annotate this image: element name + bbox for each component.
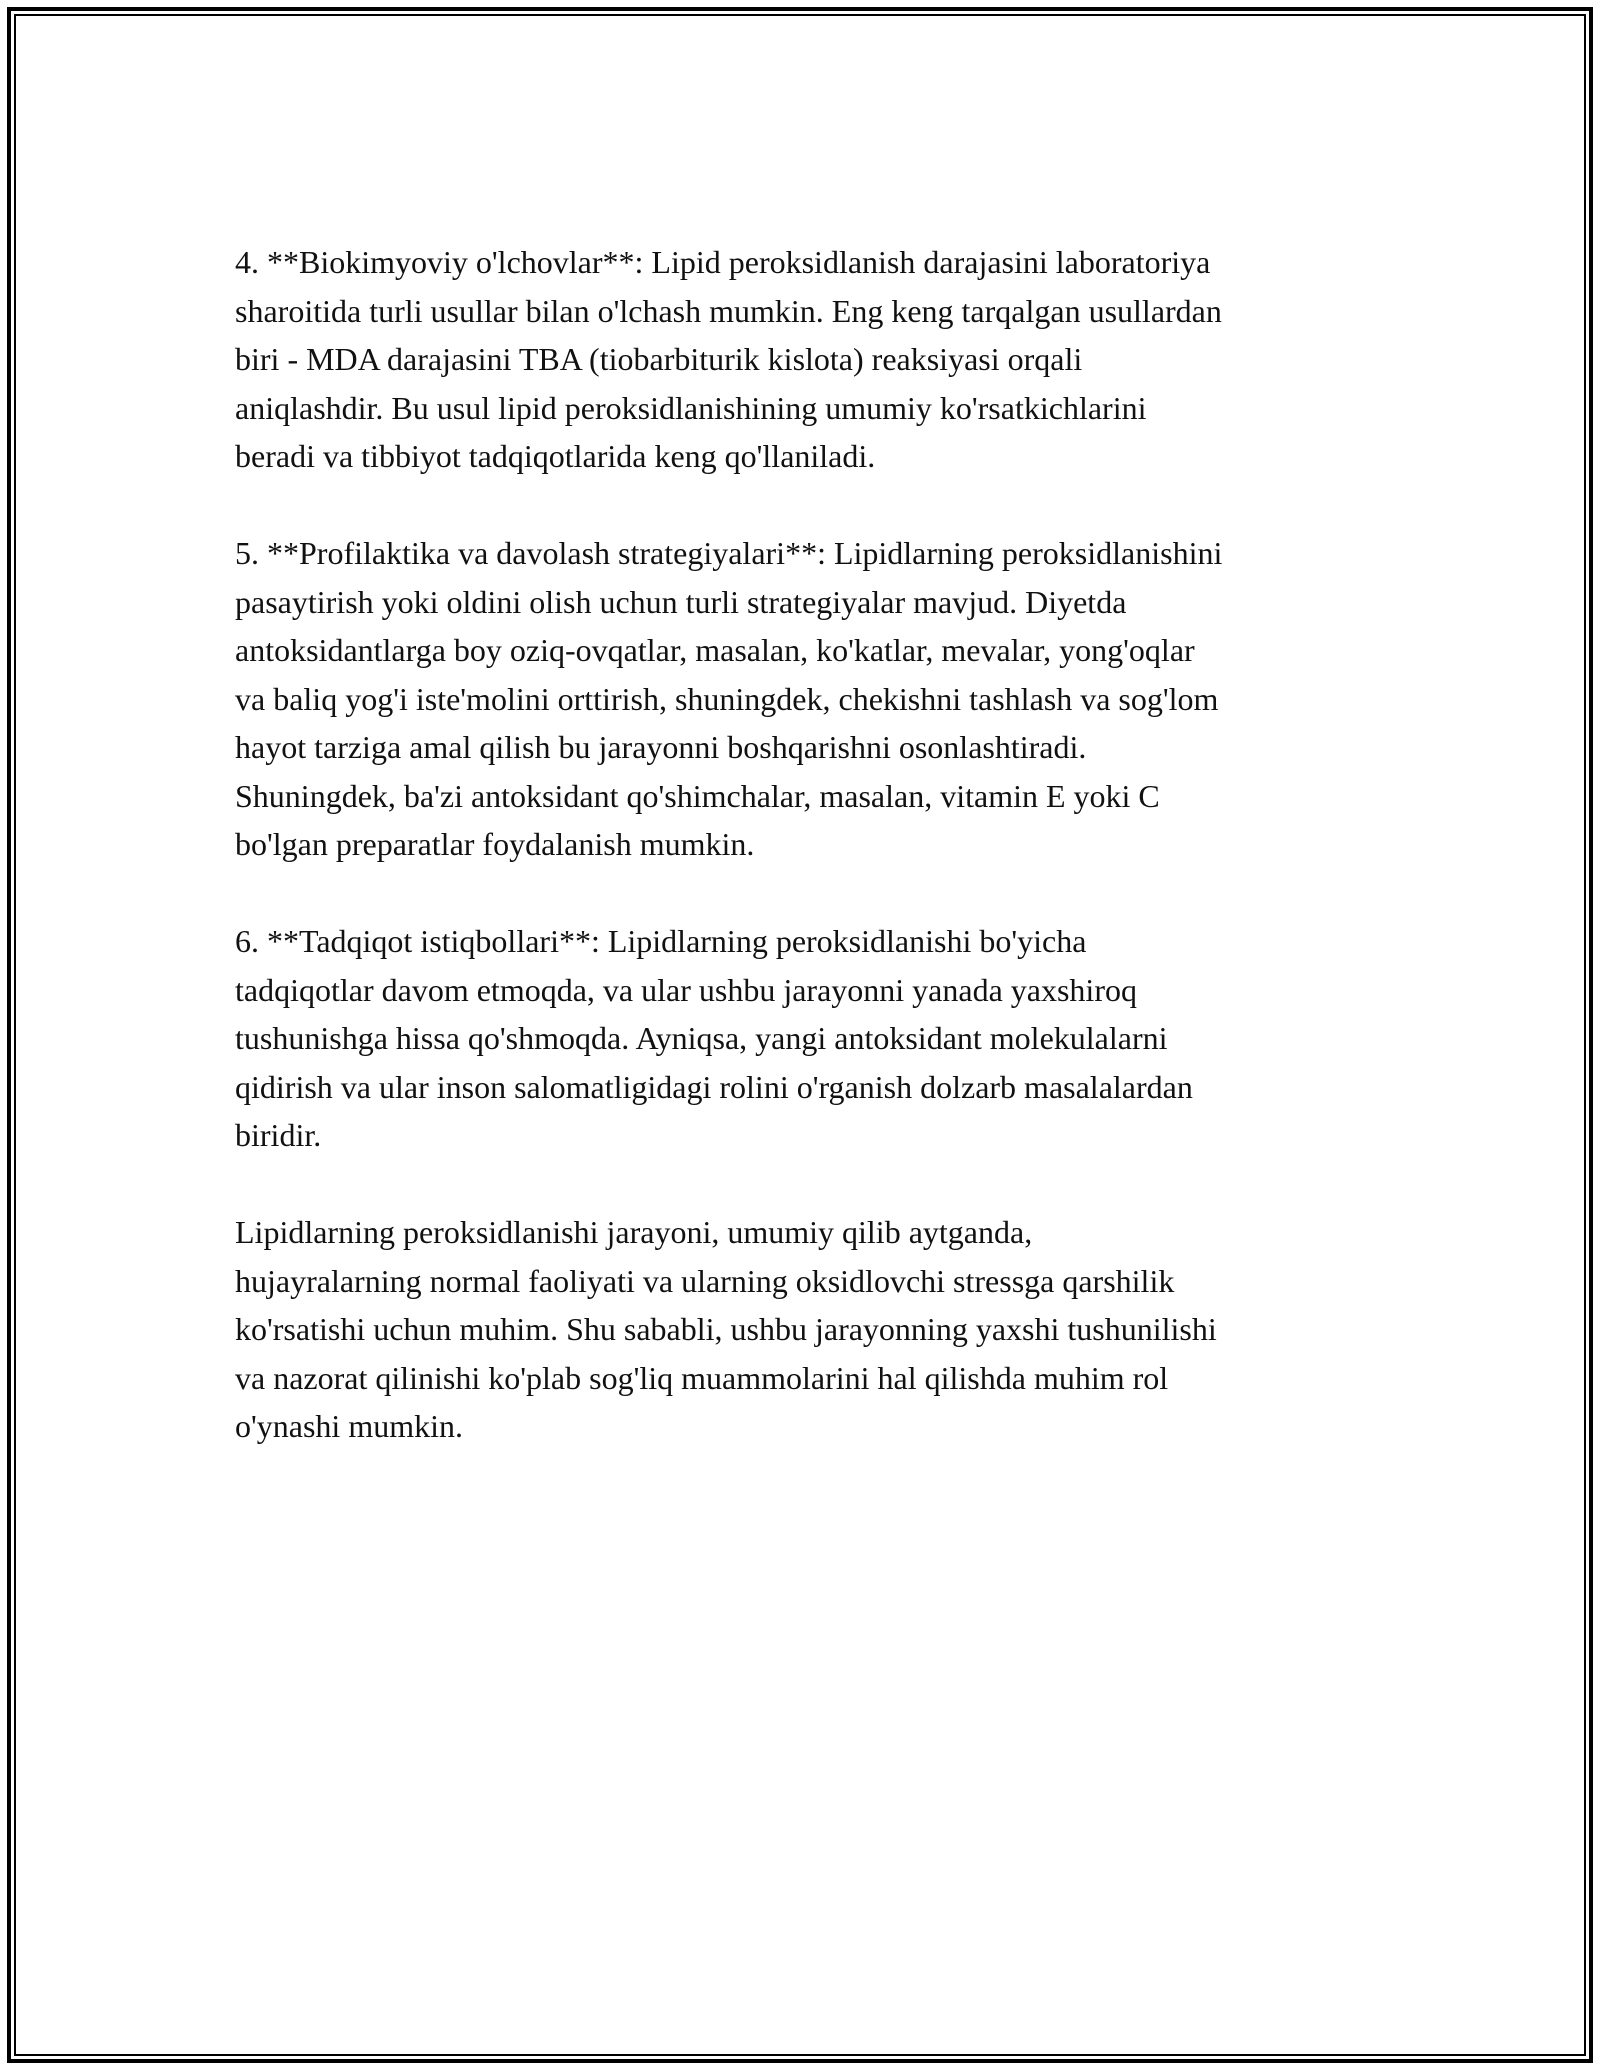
text-line: tushunishga hissa qo'shmoqda. Ayniqsa, yangi antoksidant molekulalarni [235,1020,1168,1056]
text-line: Shuningdek, ba'zi antoksidant qo'shimchalar, masalan, vitamin E yoki C [235,777,1160,814]
text-line: aniqlashdir. Bu usul lipid peroksidlanishining umumiy ko'rsatkichlarini [235,389,1147,426]
text-line: o'ynashi mumkin. [235,1408,463,1444]
text-line: hujayralarning normal faoliyati va ularning oksidlovchi stressga qarshilik [235,1262,1175,1299]
text-line: biri - MDA darajasini TBA (tiobarbiturik kislota) reaksiyasi orqali [235,341,1083,377]
text-line: qidirish va ular inson salomatligidagi rolini o'rganish dolzarb masalalardan [235,1068,1193,1105]
text-line: hayot tarziga amal qilish bu jarayonni boshqarishni osonlashtiradi. [235,729,1087,765]
document-body [235,238,1375,1499]
paragraph-conclusion [235,1208,1375,1451]
text-line: ko'rsatishi uchun muhim. Shu sababli, ushbu jarayonning yaxshi tushunilishi [235,1311,1217,1347]
text-line: bo'lgan preparatlar foydalanish mumkin. [235,826,755,862]
text-line: 6. **Tadqiqot istiqbollari**: Lipidlarning peroksidlanishi bo'yicha [235,923,1087,959]
text-line: va nazorat qilinishi ko'plab sog'liq muammolarini hal qilishda muhim rol [235,1359,1169,1396]
text-line: sharoitida turli usullar bilan o'lchash mumkin. Eng keng tarqalgan usullardan [235,292,1222,329]
text-line: tadqiqotlar davom etmoqda, va ular ushbu jarayonni yanada yaxshiroq [235,971,1137,1008]
text-line: 4. **Biokimyoviy o'lchovlar**: Lipid peroksidlanish darajasini laboratoriya [235,244,1211,280]
text-line: 5. **Profilaktika va davolash strategiyalari**: Lipidlarning peroksidlanishini [235,535,1223,571]
text-line: pasaytirish yoki oldini olish uchun turli strategiyalar mavjud. Diyetda [235,583,1127,620]
text-line: beradi va tibbiyot tadqiqotlarida keng qo'llaniladi. [235,438,876,474]
paragraph-prevention-strategies [235,529,1375,869]
paragraph-research-prospects [235,917,1375,1160]
text-line: antoksidantlarga boy oziq-ovqatlar, masalan, ko'katlar, mevalar, yong'oqlar [235,632,1195,668]
paragraph-biochemical-measurements [235,238,1375,481]
text-line: biridir. [235,1117,322,1153]
text-line: va baliq yog'i iste'molini orttirish, shuningdek, chekishni tashlash va sog'lom [235,680,1219,717]
text-line: Lipidlarning peroksidlanishi jarayoni, umumiy qilib aytganda, [235,1214,1033,1250]
